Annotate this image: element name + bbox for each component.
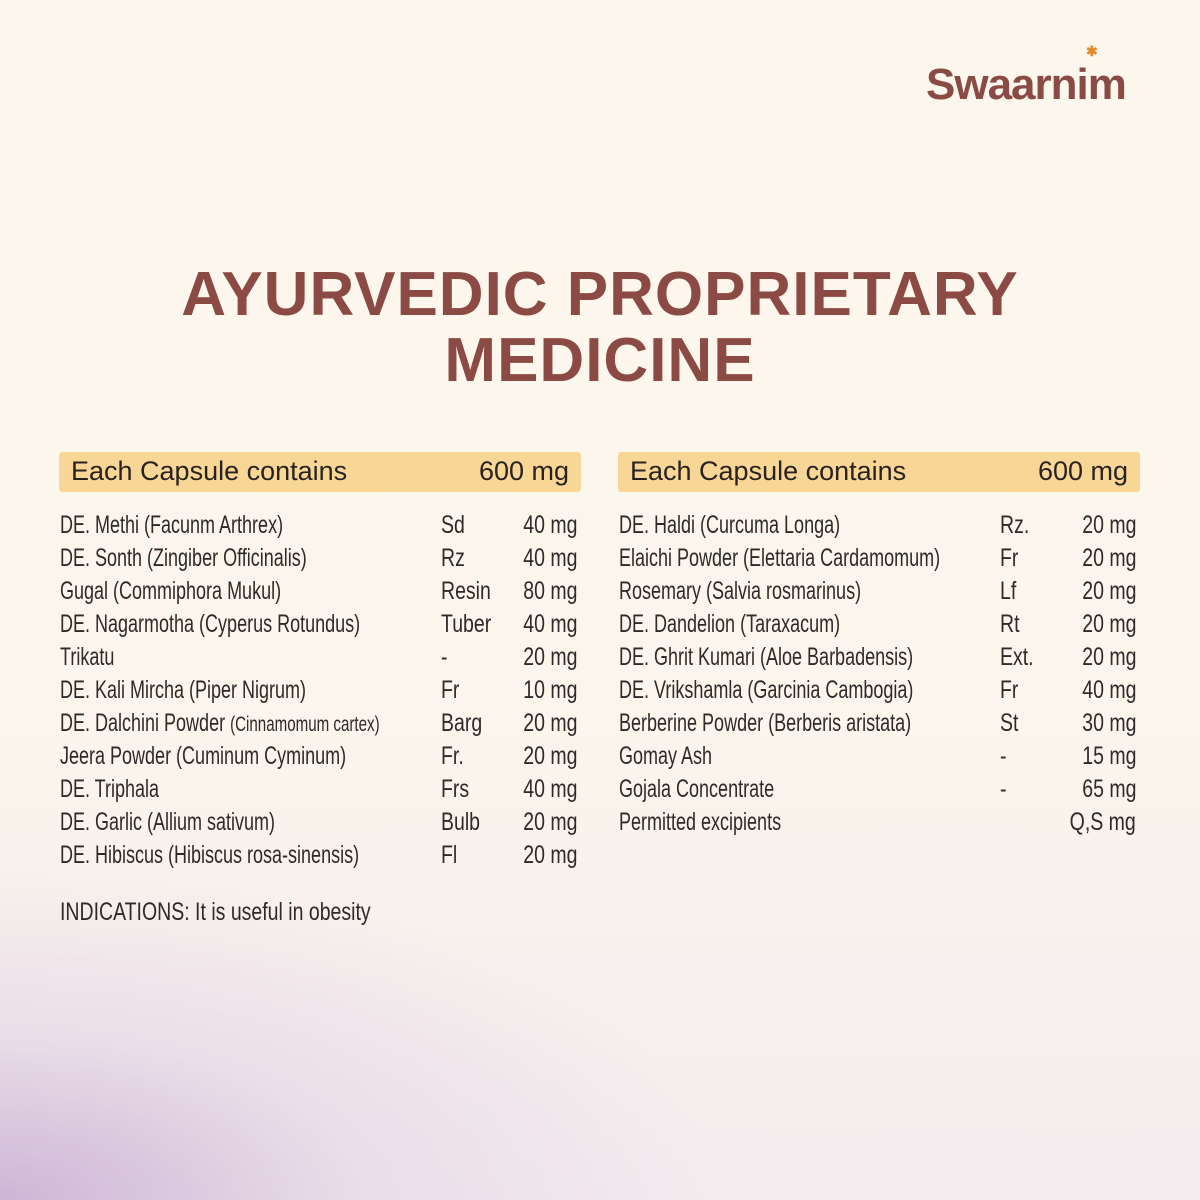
ingredient-name: DE. Ghrit Kumari (Aloe Barbadensis) [619, 643, 914, 671]
table-row [618, 543, 1140, 576]
ingredient-part: Bulb [441, 808, 481, 836]
table-row [59, 543, 581, 576]
ingredient-amount: 20 mg [1081, 643, 1136, 671]
brand-name: Swaarnim [926, 60, 1126, 109]
ingredient-part: Fr [441, 676, 460, 704]
table-row [618, 576, 1140, 609]
ingredient-part: - [1000, 775, 1007, 803]
ingredient-amount: 20 mg [1081, 577, 1136, 605]
table-row [59, 708, 581, 741]
table-row [59, 807, 581, 840]
table-row [618, 510, 1140, 543]
ingredient-part: Barg [441, 709, 483, 737]
ingredient-amount: 20 mg [1081, 511, 1136, 539]
ingredient-amount: 40 mg [1081, 676, 1136, 704]
table-row [618, 807, 1140, 840]
ingredients-table-left [59, 452, 581, 873]
ingredient-name: DE. Haldi (Curcuma Longa) [619, 511, 841, 539]
header-amount: 600 mg [478, 456, 569, 486]
ingredient-name: DE. Vrikshamla (Garcinia Cambogia) [619, 676, 914, 704]
ingredient-amount: 30 mg [1081, 709, 1136, 737]
ingredient-name: DE. Kali Mircha (Piper Nigrum) [60, 676, 307, 704]
table-header [618, 452, 1140, 492]
ingredient-part: - [1000, 742, 1007, 770]
table-row [59, 510, 581, 543]
ingredient-part: Rt [1000, 610, 1020, 638]
ingredient-amount: 80 mg [522, 577, 577, 605]
ingredient-name: Gugal (Commiphora Mukul) [60, 577, 282, 605]
ingredient-name: Permitted excipients [619, 808, 782, 836]
ingredient-name: Trikatu [60, 643, 115, 671]
header-label: Each Capsule contains [71, 456, 348, 486]
ingredient-amount: Q,S mg [1069, 808, 1136, 836]
ingredient-name: Gomay Ash [619, 742, 713, 770]
ingredient-amount: 40 mg [522, 511, 577, 539]
ingredient-amount: 20 mg [522, 808, 577, 836]
ingredient-part: Resin [441, 577, 491, 605]
ingredient-part: Sd [441, 511, 465, 539]
ingredients-table-right [618, 452, 1140, 840]
ingredient-part: Fr [1000, 544, 1019, 572]
ingredient-part: Rz. [1000, 511, 1030, 539]
table-row [59, 741, 581, 774]
ingredient-part: Frs [441, 775, 470, 803]
table-header [59, 452, 581, 492]
ingredient-name: DE. Triphala [60, 775, 160, 803]
ingredient-part: Fr. [441, 742, 464, 770]
indications-text: INDICATIONS: It is useful in obesity [60, 898, 371, 926]
ingredient-part: Lf [1000, 577, 1017, 605]
ingredient-amount: 65 mg [1081, 775, 1136, 803]
ingredient-part: St [1000, 709, 1019, 737]
ingredient-name: Rosemary (Salvia rosmarinus) [619, 577, 862, 605]
ingredient-part: Tuber [441, 610, 492, 638]
ingredient-name: DE. Dalchini Powder (Cinnamomum cartex) [60, 709, 380, 737]
ingredient-amount: 20 mg [1081, 544, 1136, 572]
table-row [59, 840, 581, 873]
ingredient-part: - [441, 643, 448, 671]
ingredient-name: Gojala Concentrate [619, 775, 775, 803]
ingredient-amount: 20 mg [522, 643, 577, 671]
star-icon: ✱ [1086, 43, 1097, 59]
header-label: Each Capsule contains [630, 456, 907, 486]
ingredient-name: DE. Nagarmotha (Cyperus Rotundus) [60, 610, 361, 638]
table-row [618, 642, 1140, 675]
table-row [618, 708, 1140, 741]
ingredient-name: Jeera Powder (Cuminum Cyminum) [60, 742, 347, 770]
ingredient-amount: 20 mg [522, 742, 577, 770]
ingredient-amount: 40 mg [522, 610, 577, 638]
ingredient-amount: 40 mg [522, 775, 577, 803]
brand-logo [926, 43, 1126, 110]
table-row [618, 609, 1140, 642]
page-title [0, 262, 1200, 394]
ingredient-name: DE. Hibiscus (Hibiscus rosa-sinensis) [60, 841, 360, 869]
ingredient-name: DE. Garlic (Allium sativum) [60, 808, 276, 836]
title-line-2: MEDICINE [444, 326, 756, 395]
table-row [618, 774, 1140, 807]
ingredient-amount: 10 mg [522, 676, 577, 704]
table-row [59, 576, 581, 609]
table-row [59, 609, 581, 642]
ingredient-amount: 40 mg [522, 544, 577, 572]
table-row [59, 774, 581, 807]
ingredient-amount: 20 mg [522, 709, 577, 737]
table-row [618, 741, 1140, 774]
title-line-1: AYURVEDIC PROPRIETARY [181, 260, 1019, 329]
ingredient-amount: 20 mg [522, 841, 577, 869]
ingredient-name: DE. Methi (Facunm Arthrex) [60, 511, 284, 539]
header-amount: 600 mg [1037, 456, 1128, 486]
ingredient-name: Elaichi Powder (Elettaria Cardamomum) [619, 544, 941, 572]
ingredient-part: Rz [441, 544, 465, 572]
ingredient-name: Berberine Powder (Berberis aristata) [619, 709, 912, 737]
ingredient-part: Fr [1000, 676, 1019, 704]
ingredient-part: Ext. [1000, 643, 1034, 671]
table-row [59, 675, 581, 708]
ingredient-amount: 20 mg [1081, 610, 1136, 638]
ingredient-part: Fl [441, 841, 458, 869]
ingredient-name: DE. Sonth (Zingiber Officinalis) [60, 544, 307, 572]
table-row [618, 675, 1140, 708]
ingredient-amount: 15 mg [1081, 742, 1136, 770]
ingredient-name: DE. Dandelion (Taraxacum) [619, 610, 841, 638]
table-row [59, 642, 581, 675]
